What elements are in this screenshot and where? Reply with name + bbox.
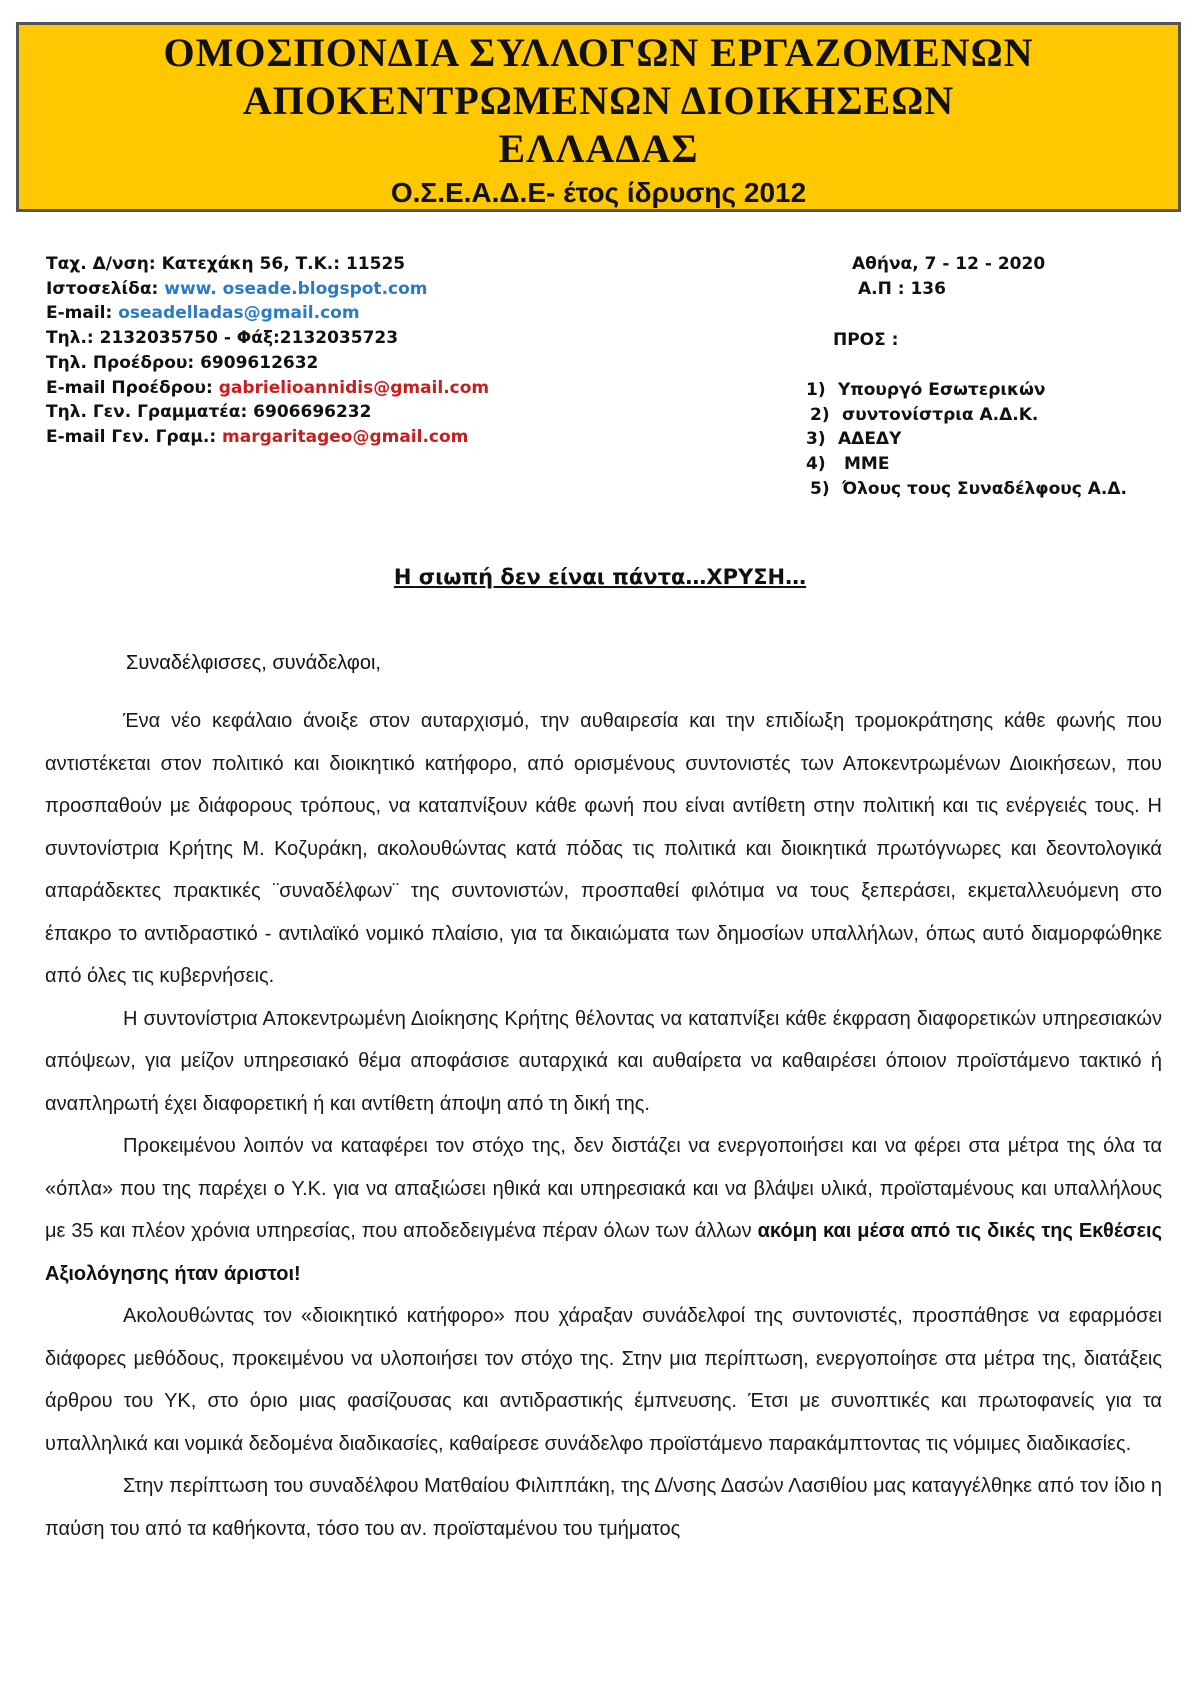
recipients-list (806, 378, 1127, 502)
body-paragraph: Η συντονίστρια Αποκεντρωμένη Διοίκησης Κρήτης θέλοντας να καταπνίξει κάθε έκφραση διαφορετικών υπηρεσιακών απόψεων, για μείζον υπηρεσιακό θέμα αποφάσισε αυταρχικά και αυθαίρετα να καθαιρέσει όποιον προϊστάμενο τακτικό ή αναπληρωτή έχει διαφορετική ή και αντίθετη άποψη από τη δική της. (45, 1007, 1162, 1115)
secretary-phone-line: Τηλ. Γεν. Γραμματέα: 6906696232 (46, 402, 372, 423)
document-title: Η σιωπή δεν είναι πάντα…ΧΡΥΣΗ… (393, 565, 807, 589)
emphasized-statement: ακόμη και μέσα από τις δικές της Εκθέσεις Αξιολόγησης ήταν άριστοι! (45, 1220, 1162, 1285)
email-line: E-mail: oseadelladas@gmail.com (46, 303, 360, 324)
recipients-heading: ΠΡΟΣ : (833, 330, 899, 350)
salutation: Συναδέλφισσες, συνάδελφοι, (126, 652, 381, 674)
recipient-item: 4) ΜΜΕ (806, 454, 890, 475)
contact-block (46, 252, 666, 450)
president-email-link[interactable]: gabrielioannidis@gmail.com (218, 377, 490, 398)
protocol-number: Α.Π : 136 (858, 278, 946, 299)
body-paragraph: Ένα νέο κεφάλαιο άνοιξε στον αυταρχισμό, την αυθαιρεσία και την επιδίωξη τρομοκράτησης κάθε φωνής που αντιστέκεται στον πολιτικό και διοικητικό κατήφορο, από ορισμένους συντονιστές των Αποκεντρωμένων Διοικήσεων, που προσπαθούν με διάφορους τρόπους, να καταπνίξουν κάθε φωνή που είναι αντίθετη στην πολιτική και τις ενέργειές τους. Η συντονίστρια Κρήτης Μ. Κοζυράκη, ακολουθώντας κατά πόδας τις πολιτικά και διοικητικά πρωτόγνωρες και δεοντολογικά απαράδεκτες πρακτικές ¨συναδέλφων¨ της συντονιστών, προσπαθεί φιλότιμα να τους ξεπεράσει, εκμεταλλευόμενη στο έπακρο το αντιδραστικό - αντιλαϊκό νομικό πλαίσιο, για τα δικαιώματα των δημοσίων υπαλλήλων, όπως αυτό διαμορφώθηκε από όλες τις κυβερνήσεις. (45, 710, 1162, 987)
president-email-line: E-mail Προέδρου: gabrielioannidis@gmail.com (46, 377, 490, 398)
president-phone-line: Τηλ. Προέδρου: 6909612632 (46, 352, 319, 373)
letter-body (45, 700, 1162, 1550)
secretary-email-link[interactable]: margaritageo@gmail.com (222, 426, 469, 447)
recipient-item: 2) συντονίστρια Α.Δ.Κ. (810, 404, 1039, 425)
date-protocol-block (852, 252, 1045, 301)
recipient-item: 5) Όλους τους Συναδέλφους Α.Δ. (810, 478, 1127, 499)
letter-date: Αθήνα, 7 - 12 - 2020 (852, 254, 1046, 274)
body-paragraph: Προκειμένου λοιπόν να καταφέρει τον στόχο της, δεν διστάζει να ενεργοποιήσει και να φέρει στα μέτρα της όλα τα «όπλα» που της παρέχει ο Υ.Κ. για να απαξιώσει ηθικά και υπηρεσιακά και να βλάψει υλικά, προϊσταμένους και υπαλλήλους με 35 και πλέον χρόνια υπηρεσίας, που αποδεδειγμένα πέραν όλων των άλλων ακόμη και μέσα από τις δικές της Εκθέσεις Αξιολόγησης ήταν άριστοι! (45, 1135, 1162, 1285)
federation-name-line-1: ΟΜΟΣΠΟΝΔΙΑ ΣΥΛΛΟΓΩΝ ΕΡΓΑΖΟΜΕΝΩΝ (163, 30, 1034, 75)
recipient-item: 1) Υπουργό Εσωτερικών (806, 380, 1046, 400)
phone-fax-line: Τηλ.: 2132035750 - Φάξ:2132035723 (46, 328, 399, 349)
federation-acronym: Ο.Σ.Ε.Α.Δ.Ε- έτος ίδρυσης 2012 (390, 177, 807, 208)
federation-name-line-2: ΑΠΟΚΕΝΤΡΩΜΕΝΩΝ ΔΙΟΙΚΗΣΕΩΝ (242, 78, 955, 123)
secretary-email-line: E-mail Γεν. Γραμ.: margaritageo@gmail.com (46, 426, 469, 447)
letterhead-banner (16, 22, 1181, 212)
website-link[interactable]: www. oseade.blogspot.com (164, 278, 428, 299)
postal-address: Ταχ. Δ/νση: Κατεχάκη 56, Τ.Κ.: 11525 (46, 254, 406, 274)
body-paragraph: Ακολουθώντας τον «διοικητικό κατήφορο» που χάραξαν συνάδελφοί της συντονιστές, προσπάθησε να εφαρμόσει διάφορες μεθόδους, προκειμένου να υλοποιήσει τον στόχο της. Στην μια περίπτωση, ενεργοποίησε στα μέτρα της, διατάξεις άρθρου του ΥΚ, στο όριο μιας φασίζουσας και αντιδραστικής έμπνευσης. Έτσι με συνοπτικές και πρωτοφανείς για τα υπαλληλικά και νομικά δεδομένα διαδικασίες, καθαίρεσε συνάδελφο προϊστάμενο παρακάμπτοντας τις νόμιμες διαδικασίες. (45, 1305, 1162, 1455)
website-line: Ιστοσελίδα: www. oseade.blogspot.com (46, 278, 428, 299)
federation-name-line-3: ΕΛΛΑΔΑΣ (498, 126, 699, 171)
body-paragraph: Στην περίπτωση του συναδέλφου Ματθαίου Φιλιππάκη, της Δ/νσης Δασών Λασιθίου μας καταγγέλθηκε από τον ίδιο η παύση του από τα καθήκοντα, τόσο του αν. προϊσταμένου του τμήματος (45, 1475, 1162, 1540)
recipient-item: 3) ΑΔΕΔΥ (806, 429, 902, 450)
email-link[interactable]: oseadelladas@gmail.com (118, 303, 360, 324)
